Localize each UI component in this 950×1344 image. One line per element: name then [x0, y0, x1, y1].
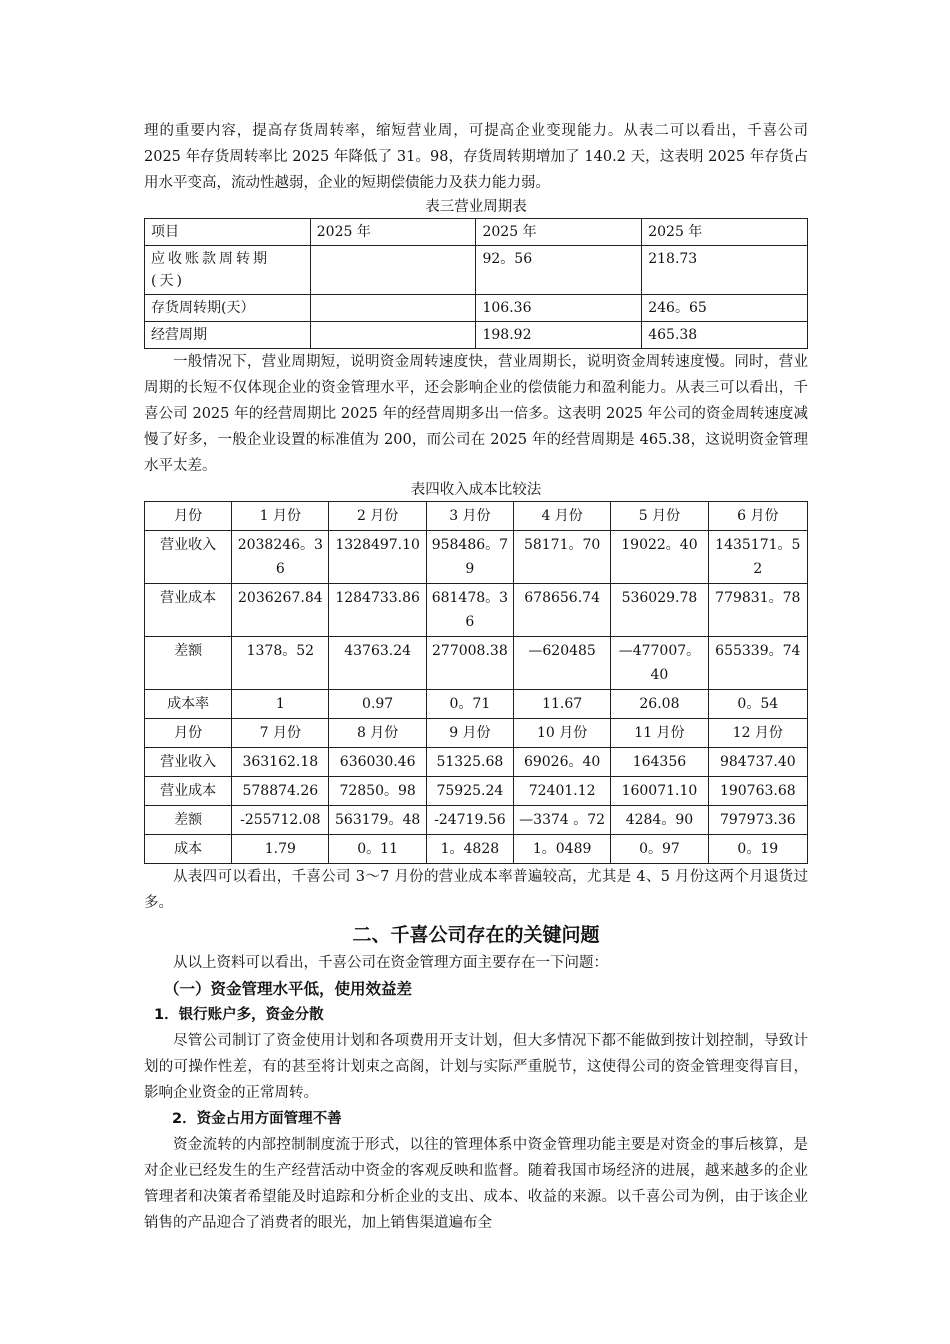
- table-cell: 536029.78: [611, 584, 708, 637]
- table-cell: 成本: [145, 835, 232, 864]
- table-cell: 72850。98: [329, 777, 426, 806]
- table-cell: 69026。40: [513, 748, 610, 777]
- table-cell: 465.38: [642, 322, 808, 349]
- table-cell: 9 月份: [426, 719, 513, 748]
- table-cell: 578874.26: [232, 777, 329, 806]
- table-cell: 681478。36: [426, 584, 513, 637]
- table-cell: 经营周期: [145, 322, 311, 349]
- table-cell: 6 月份: [708, 502, 807, 531]
- table-cell: 月份: [145, 502, 232, 531]
- paragraph-after-table3: 一般情况下，营业周期短，说明资金周转速度快，营业周期长，说明资金周转速度慢。同时，营业周期的长短不仅体现企业的资金管理水平，还会影响企业的偿债能力和盈利能力。从表三可以看出，千喜公司 2025 年的经营周期比 2025 年的经营周期多出一倍多。这表明 2025 年公司的资金周转速度减慢了好多，一般企业设置的标准值为 200，而公司在 2025 年的经营周期是 465.38，这说明资金管理水平太差。: [144, 354, 808, 474]
- table-cell: 11.67: [513, 690, 610, 719]
- table-row: [145, 806, 808, 835]
- table-cell: —620485: [513, 637, 610, 690]
- table-row: [145, 748, 808, 777]
- table-cell: 11 月份: [611, 719, 708, 748]
- table-cell: 2038246。36: [232, 531, 329, 584]
- table-cell: -255712.08: [232, 806, 329, 835]
- table-cell: 0.97: [329, 690, 426, 719]
- table-cell: 差额: [145, 637, 232, 690]
- table-cell: 4 月份: [513, 502, 610, 531]
- table-header-row: [145, 219, 808, 246]
- table-cell: 1。0489: [513, 835, 610, 864]
- table-cell: 0。97: [611, 835, 708, 864]
- table-cell: 72401.12: [513, 777, 610, 806]
- table-cell: 655339。74: [708, 637, 807, 690]
- table-cell: 198.92: [476, 322, 642, 349]
- table-cell: —477007。40: [611, 637, 708, 690]
- table-cell: 218.73: [642, 246, 808, 295]
- table-cell: 106.36: [476, 295, 642, 322]
- table-cell: 277008.38: [426, 637, 513, 690]
- table-cell: 164356: [611, 748, 708, 777]
- table-cell: 3 月份: [426, 502, 513, 531]
- table-cell: 984737.40: [708, 748, 807, 777]
- table-row: [145, 719, 808, 748]
- table-cell: 2 月份: [329, 502, 426, 531]
- table-cell: [310, 322, 476, 349]
- table-header-cell: 项目: [145, 219, 311, 246]
- table-cell: 0。11: [329, 835, 426, 864]
- table-cell: -24719.56: [426, 806, 513, 835]
- table-cell: 1284733.86: [329, 584, 426, 637]
- table-cell: 10 月份: [513, 719, 610, 748]
- section-title: 二、千喜公司存在的关键问题: [352, 924, 600, 946]
- table-cell: 1: [232, 690, 329, 719]
- income-cost-table: [144, 501, 808, 864]
- table-cell: 月份: [145, 719, 232, 748]
- table-cell: 营业成本: [145, 777, 232, 806]
- table-header-cell: 2025 年: [310, 219, 476, 246]
- table-cell: 应收账款周转期(天): [145, 246, 311, 295]
- table-cell: 958486。79: [426, 531, 513, 584]
- table-cell: —3374 。72: [513, 806, 610, 835]
- table-header-cell: 2025 年: [476, 219, 642, 246]
- table-row: [145, 777, 808, 806]
- section-intro: 从以上资料可以看出，千喜公司在资金管理方面主要存在一下问题：: [173, 955, 608, 971]
- table-cell: 75925.24: [426, 777, 513, 806]
- table-row: [145, 502, 808, 531]
- table-cell: 差额: [145, 806, 232, 835]
- table-header-cell: 2025 年: [642, 219, 808, 246]
- table-cell: 成本率: [145, 690, 232, 719]
- table-cell: 7 月份: [232, 719, 329, 748]
- operating-cycle-table: [144, 218, 808, 349]
- table-cell: 营业收入: [145, 748, 232, 777]
- table-cell: 58171。70: [513, 531, 610, 584]
- table-cell: 12 月份: [708, 719, 807, 748]
- paragraph-after-table4: 从表四可以看出，千喜公司 3～7 月份的营业成本率普遍较高，尤其是 4、5 月份这两个月退货过多。: [144, 869, 808, 911]
- table-cell: [310, 246, 476, 295]
- table-cell: 0。54: [708, 690, 807, 719]
- table-row: [145, 531, 808, 584]
- table-cell: 636030.46: [329, 748, 426, 777]
- table-cell: 160071.10: [611, 777, 708, 806]
- point2-title: 2．资金占用方面管理不善: [172, 1111, 342, 1127]
- table-cell: 363162.18: [232, 748, 329, 777]
- table-row: [145, 295, 808, 322]
- point1-title: 1．银行账户多，资金分散: [154, 1007, 324, 1023]
- table3-caption: 表三营业周期表: [425, 199, 527, 215]
- table-row: [145, 246, 808, 295]
- table-cell: 1328497.10: [329, 531, 426, 584]
- table-cell: 1。4828: [426, 835, 513, 864]
- table-cell: 8 月份: [329, 719, 426, 748]
- table-cell: 246。65: [642, 295, 808, 322]
- table-cell: 92。56: [476, 246, 642, 295]
- intro-paragraph: 理的重要内容，提高存货周转率，缩短营业周，可提高企业变现能力。从表二可以看出，千喜公司 2025 年存货周转率比 2025 年降低了 31。98，存货周转期增加了 140.2 天，这表明 2025 年存货占用水平变高，流动性越弱，企业的短期偿债能力及获力能力弱。: [144, 123, 808, 191]
- table-row: [145, 835, 808, 864]
- table-cell: 797973.36: [708, 806, 807, 835]
- table-cell: 1435171。52: [708, 531, 807, 584]
- table-cell: 563179。48: [329, 806, 426, 835]
- table-cell: 1378。52: [232, 637, 329, 690]
- subsection-title: （一）资金管理水平低，使用效益差: [164, 980, 413, 998]
- table4-caption: 表四收入成本比较法: [410, 482, 542, 498]
- document-page: [144, 118, 808, 1236]
- table-cell: 2036267.84: [232, 584, 329, 637]
- table-cell: 1.79: [232, 835, 329, 864]
- table-cell: 营业成本: [145, 584, 232, 637]
- table-cell: 5 月份: [611, 502, 708, 531]
- table-cell: 1 月份: [232, 502, 329, 531]
- table-cell: 190763.68: [708, 777, 807, 806]
- table-cell: [310, 295, 476, 322]
- point1-text: 尽管公司制订了资金使用计划和各项费用开支计划，但大多情况下都不能做到按计划控制，导致计划的可操作性差，有的甚至将计划束之高阁，计划与实际严重脱节，这使得公司的资金管理变得盲目，影响企业资金的正常周转。: [144, 1033, 808, 1101]
- table-cell: 26.08: [611, 690, 708, 719]
- table-row: [145, 637, 808, 690]
- table-cell: 51325.68: [426, 748, 513, 777]
- table-row: [145, 322, 808, 349]
- table-cell: 4284。90: [611, 806, 708, 835]
- table-cell: 营业收入: [145, 531, 232, 584]
- table-cell: 678656.74: [513, 584, 610, 637]
- table-cell: 存货周转期(天）: [145, 295, 311, 322]
- point2-text: 资金流转的内部控制制度流于形式，以往的管理体系中资金管理功能主要是对资金的事后核算，是对企业已经发生的生产经营活动中资金的客观反映和监督。随着我国市场经济的进展，越来越多的企业管理者和决策者希望能及时追踪和分析企业的支出、成本、收益的来源。以千喜公司为例，由于该企业销售的产品迎合了消费者的眼光，加上销售渠道遍布全: [144, 1137, 808, 1231]
- table-cell: 19022。40: [611, 531, 708, 584]
- table-cell: 43763.24: [329, 637, 426, 690]
- table-row: [145, 690, 808, 719]
- table-cell: 779831。78: [708, 584, 807, 637]
- table-cell: 0。71: [426, 690, 513, 719]
- table-row: [145, 584, 808, 637]
- table-cell: 0。19: [708, 835, 807, 864]
